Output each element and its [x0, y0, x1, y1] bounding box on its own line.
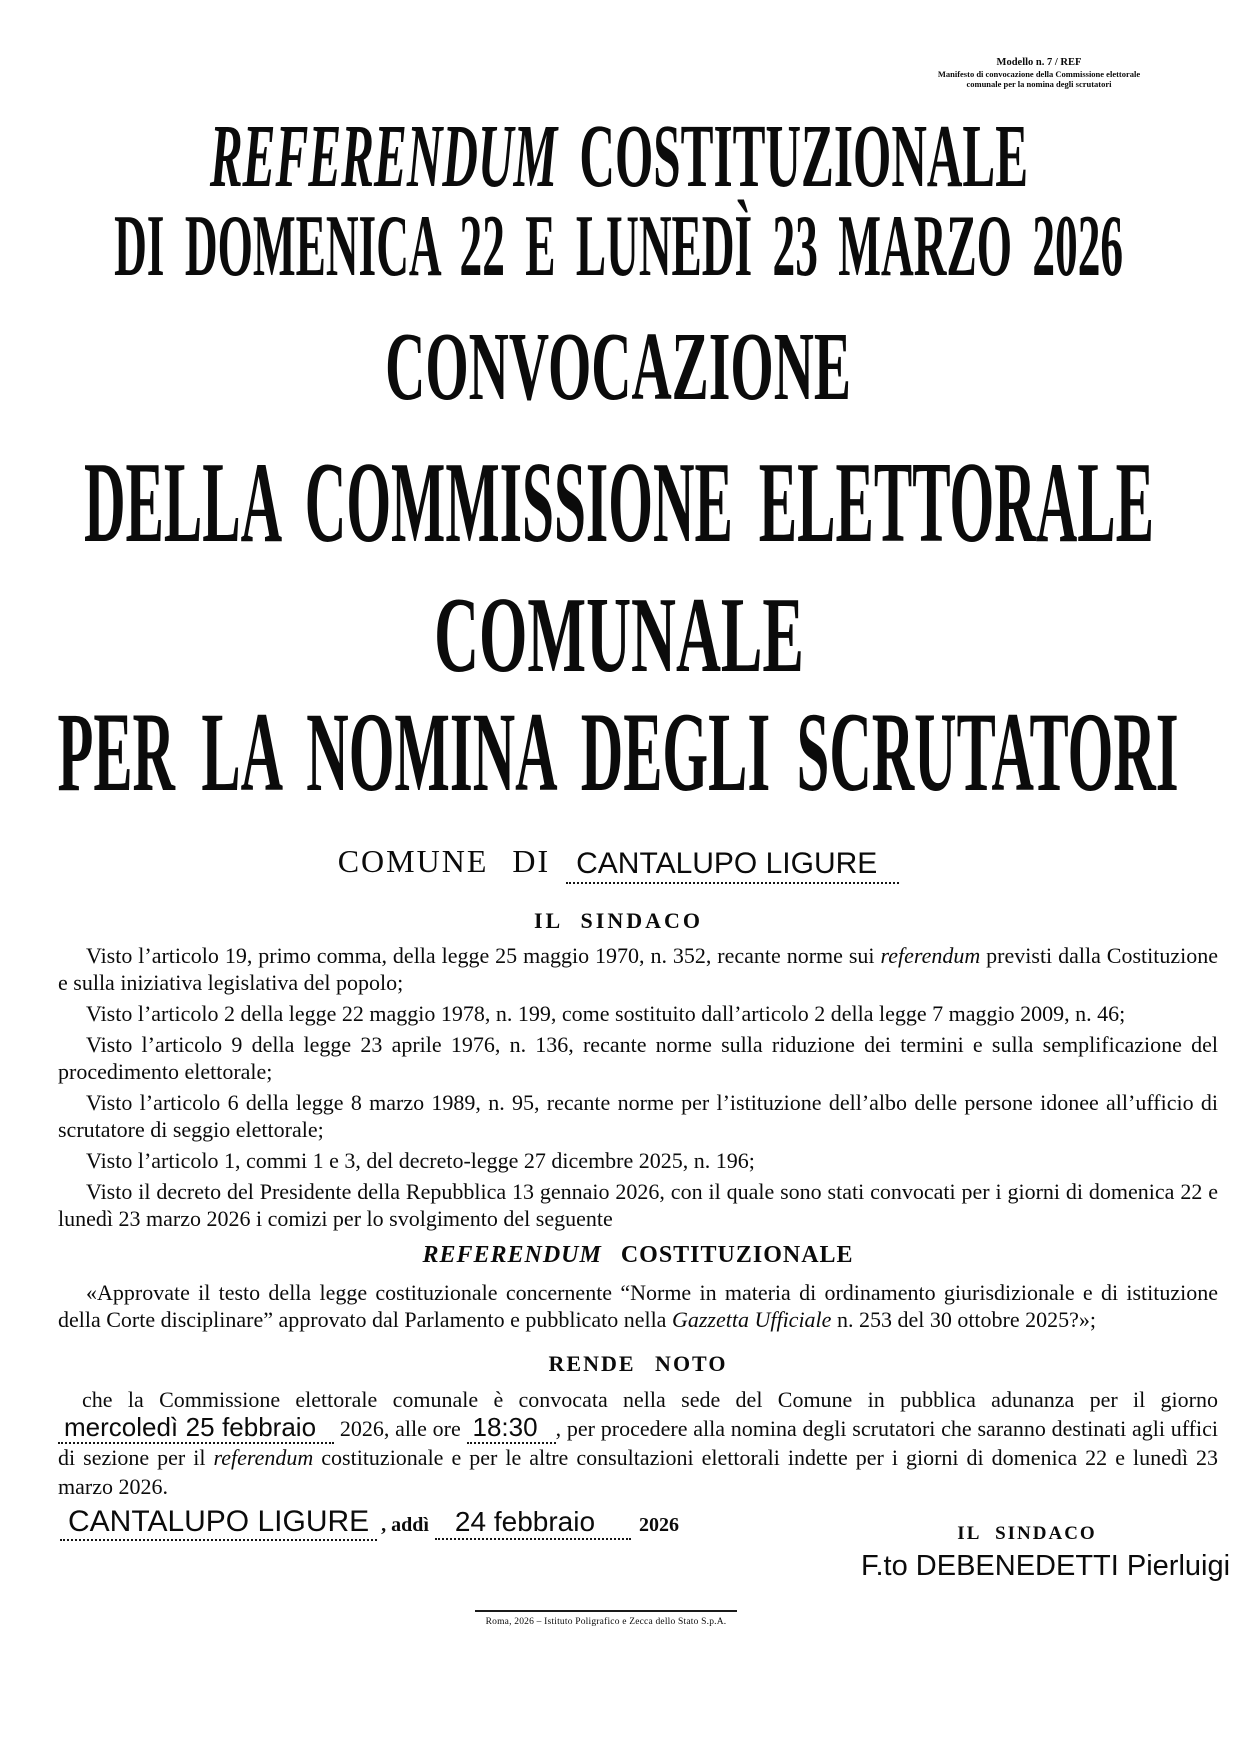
text-run: che la Commissione elettorale comunale è convocata nella sede del Comune in pubblica adunanza per il giorno: [82, 1387, 1218, 1412]
sindaco-heading: IL SINDACO: [534, 908, 703, 933]
italic-text: REFERENDUM: [209, 107, 557, 206]
signature-place-field: CANTALUPO LIGURE: [60, 1507, 377, 1541]
paragraph-visto-6: [58, 1178, 1218, 1232]
text-run: Visto l’articolo 2 della legge 22 maggio 1978, n. 199, come sostituito dall’articolo 2 della legge 7 maggio 2009, n. 46;: [86, 1001, 1126, 1026]
text-run: Visto l’articolo 6 della legge 8 marzo 1989, n. 95, recante norme per l’istituzione dell’albo delle persone idonee all’ufficio di scrutatore di seggio elettorale;: [58, 1090, 1218, 1142]
paragraph-visto-5: [58, 1147, 1218, 1174]
addi-label: , addì: [381, 1514, 429, 1536]
referendum-date-subtitle: [0, 198, 1237, 295]
text-run: Visto l’articolo 1, commi 1 e 3, del decreto-legge 27 dicembre 2025, n. 196;: [86, 1148, 755, 1173]
model-description-line-1: Manifesto di convocazione della Commissione elettorale: [937, 68, 1141, 79]
paragraph-visto-1: [58, 942, 1218, 996]
signature-section: [58, 1505, 1231, 1625]
footer-divider: [475, 1610, 737, 1612]
printer-imprint: Roma, 2026 – Istituto Poligrafico e Zecca dello Stato S.p.A.: [485, 1617, 727, 1627]
referendum-question-paragraph: [58, 1279, 1218, 1333]
comune-line: [0, 836, 1237, 884]
headline-line-convocazione: [0, 313, 1237, 421]
referendum-title-text: [209, 107, 1028, 206]
text-run: n. 253 del 30 ottobre 2025?»;: [831, 1307, 1097, 1332]
headline-text-4: PER LA NOMINA DEGLI SCRUTATORI: [57, 689, 1180, 815]
text-run: Visto l’articolo 9 della legge 23 aprile 1976, n. 136, recante norme sulla riduzione dei termini e sulla semplificazione del procedimento elettorale;: [58, 1032, 1218, 1084]
comune-name-field: CANTALUPO LIGURE: [566, 849, 899, 884]
headline-text-3: COMUNALE: [433, 576, 804, 695]
text-run: Visto il decreto del Presidente della Repubblica 13 gennaio 2026, con il quale sono stati convocati per i giorni di domenica 22 e lunedì 23 marzo 2026 i comizi per lo svolgimento del seguente: [58, 1179, 1218, 1231]
italic-text: REFERENDUM: [422, 1242, 602, 1268]
text-run: previsti dalla Costituzione e sulla iniziativa legislativa del popolo;: [58, 943, 1218, 995]
referendum-date-text: DI DOMENICA 22 E LUNEDÌ 23 MARZO 2026: [114, 198, 1123, 295]
mayor-signature-block: [861, 1523, 1231, 1582]
text-run: 2026, alle ore: [334, 1416, 467, 1441]
signature-year: 2026: [638, 1514, 679, 1536]
paragraph-visto-4: [58, 1089, 1218, 1143]
model-number-line: Modello n. 7 / REF: [996, 57, 1082, 68]
text-run: COSTITUZIONALE: [556, 107, 1028, 206]
model-number-note: [929, 58, 1149, 90]
paragraph-visto-2: [58, 1000, 1218, 1027]
fill-in-value: 18:30: [467, 1412, 556, 1444]
fill-in-value: mercoledì 25 febbraio: [58, 1412, 334, 1444]
text-run: COSTITUZIONALE: [601, 1242, 854, 1268]
notice-paragraph: [58, 1385, 1218, 1501]
headline-line-nomina-scrutatori: [0, 689, 1237, 815]
headline-text-1: CONVOCAZIONE: [385, 313, 852, 421]
text-run: , per procedere alla nomina degli scrutatori che saranno destinati agli uffici di sezione per il: [58, 1416, 1218, 1470]
referendum-subheading: [58, 1241, 1218, 1269]
document-body: [0, 942, 1237, 1625]
comune-label: COMUNE DI: [337, 843, 551, 879]
text-run: Visto l’articolo 19, primo comma, della legge 25 maggio 1970, n. 352, recante norme sui: [86, 943, 881, 968]
headline-text-2: DELLA COMMISSIONE ELETTORALE: [83, 438, 1154, 566]
paragraph-visto-3: [58, 1031, 1218, 1085]
mayor-label: IL SINDACO: [957, 1523, 1097, 1544]
headline-line-commissione: [0, 438, 1237, 566]
rende-noto-heading: RENDE NOTO: [548, 1351, 728, 1376]
referendum-title: [0, 107, 1237, 206]
text-run: costituzionale e per le altre consultazioni elettorali indette per i giorni di domenica 22 e lunedì 23 marzo 2026.: [58, 1445, 1218, 1499]
text-run: «Approvate il testo della legge costituzionale concernente “Norme in materia di ordinamento giurisdizionale e di istituzione della Corte disciplinare” approvato dal Parlamento e pubblicato nella: [58, 1280, 1218, 1332]
place-and-date-line: [60, 1507, 679, 1541]
italic-text: Gazzetta Ufficiale: [671, 1307, 832, 1332]
headline-line-comunale: [0, 576, 1237, 695]
signature-date-field: 24 febbraio: [435, 1508, 631, 1540]
model-description-line-2: comunale per la nomina degli scrutatori: [966, 79, 1112, 89]
italic-text: referendum: [213, 1445, 314, 1470]
italic-text: referendum: [880, 943, 981, 968]
mayor-signed-name: F.to DEBENEDETTI Pierluigi: [861, 1550, 1231, 1582]
